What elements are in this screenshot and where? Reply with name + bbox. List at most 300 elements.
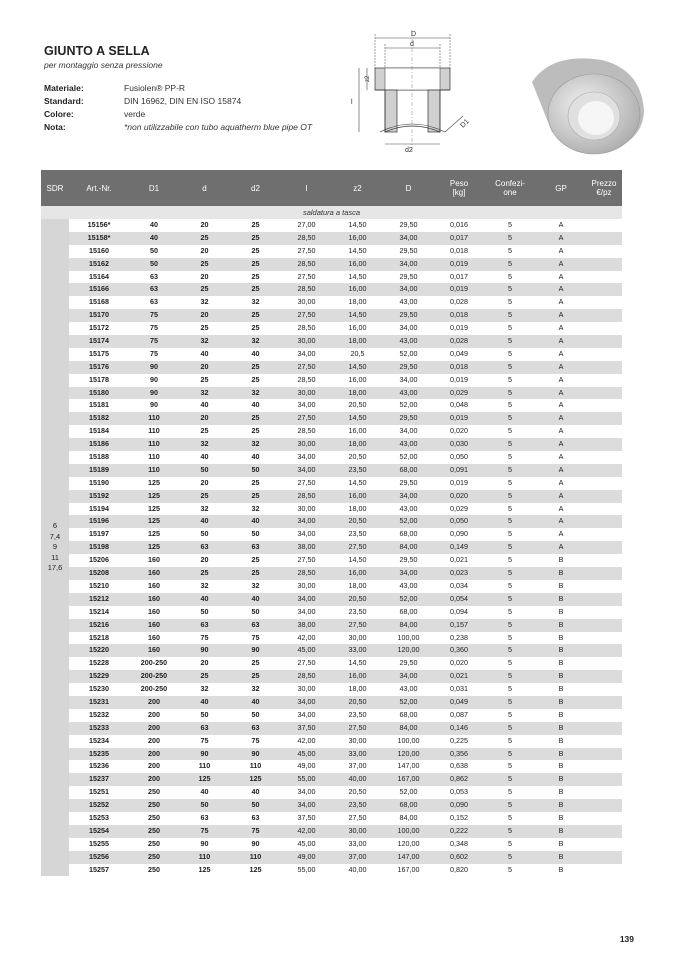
cell-z2: 16,00 (348, 284, 367, 294)
table-row (69, 528, 622, 541)
cell-d: 25 (200, 323, 209, 333)
cell-l: 45,00 (297, 838, 316, 848)
cell-prezzo (586, 632, 622, 645)
cell-peso: 0,019 (450, 413, 468, 423)
cell-prezzo (586, 657, 622, 670)
table-row (69, 335, 622, 348)
cell-gp: A (558, 400, 564, 410)
cell-l: 42,00 (297, 825, 316, 835)
cell-d1: 110 (148, 464, 160, 474)
cell-art: 15254 (89, 825, 109, 835)
table-row (69, 773, 622, 786)
cell-d: 63 (200, 812, 209, 822)
cell-d2: 25 (251, 413, 260, 423)
spec-label: Colore: (44, 109, 74, 119)
cell-prezzo (586, 283, 622, 296)
table-row (69, 399, 622, 412)
cell-peso: 0,862 (450, 774, 468, 784)
cell-d1: 250 (148, 800, 160, 810)
cell-conf: 5 (508, 671, 512, 681)
cell-art: 15181 (89, 400, 109, 410)
cell-conf: 5 (508, 542, 512, 552)
cell-d2: 110 (249, 851, 262, 861)
cell-l: 34,00 (297, 464, 316, 474)
cell-art: 15170 (89, 310, 109, 320)
cell-gp: B (558, 658, 564, 668)
cell-d2: 90 (251, 838, 260, 848)
cell-d1: 200-250 (140, 684, 168, 694)
cell-conf: 5 (508, 696, 512, 706)
cell-z2: 37,00 (348, 851, 367, 861)
cell-peso: 0,019 (450, 477, 468, 487)
cell-d: 63 (200, 619, 209, 629)
cell-z2: 14,50 (348, 310, 367, 320)
cell-l: 27,50 (297, 361, 316, 371)
spec-label: Materiale: (44, 83, 84, 93)
table-row (69, 864, 622, 877)
cell-peso: 0,021 (450, 671, 468, 681)
cell-gp: A (558, 361, 564, 371)
cell-d2: 32 (251, 297, 260, 307)
cell-z2: 30,00 (348, 735, 367, 745)
cell-l: 34,00 (297, 529, 316, 539)
cell-art: 15190 (89, 477, 109, 487)
cell-gp: B (558, 774, 564, 784)
cell-d1: 125 (148, 477, 160, 487)
cell-z2: 20,50 (348, 593, 367, 603)
cell-prezzo (586, 490, 622, 503)
cell-d: 50 (200, 529, 209, 539)
cell-l: 27,00 (297, 220, 316, 229)
label-z2: z2 (365, 75, 371, 82)
cell-art: 15230 (89, 684, 109, 694)
cell-z2: 18,00 (348, 439, 367, 449)
table-row (69, 786, 622, 799)
cell-l: 27,50 (297, 658, 316, 668)
cell-l: 55,00 (297, 774, 316, 784)
col-conf: Confezi- one (495, 179, 525, 197)
cell-z2: 14,50 (348, 477, 367, 487)
cell-d2: 25 (251, 258, 260, 268)
cell-gp: A (558, 529, 564, 539)
cell-D: 29,50 (399, 310, 418, 320)
cell-z2: 14,50 (348, 220, 367, 229)
cell-prezzo (586, 799, 622, 812)
cell-conf: 5 (508, 232, 512, 242)
cell-d: 40 (200, 400, 209, 410)
cell-prezzo (586, 580, 622, 593)
table-row (69, 322, 622, 335)
table-row (69, 490, 622, 503)
cell-peso: 0,050 (450, 516, 468, 526)
cell-gp: A (558, 452, 564, 462)
cell-d: 90 (200, 748, 209, 758)
cell-gp: B (558, 619, 564, 629)
cell-l: 27,50 (297, 271, 316, 281)
cell-l: 34,00 (297, 787, 316, 797)
cell-conf: 5 (508, 400, 512, 410)
cell-D: 29,50 (399, 555, 418, 565)
cell-peso: 0,348 (450, 838, 468, 848)
cell-d1: 125 (148, 490, 160, 500)
cell-d2: 25 (251, 426, 260, 436)
cell-d: 40 (200, 696, 209, 706)
cell-D: 68,00 (399, 529, 418, 539)
cell-d: 20 (200, 361, 209, 371)
cell-l: 28,50 (297, 258, 316, 268)
table-row (69, 541, 622, 554)
cell-conf: 5 (508, 619, 512, 629)
label-d2: d2 (405, 147, 413, 153)
cell-z2: 33,00 (348, 838, 367, 848)
cell-gp: B (558, 632, 564, 642)
spec-row-color (44, 108, 312, 121)
cell-art: 15232 (89, 709, 109, 719)
cell-d: 25 (200, 258, 209, 268)
cell-d: 40 (200, 787, 209, 797)
cell-gp: B (558, 580, 564, 590)
cell-l: 38,00 (297, 619, 316, 629)
cell-d1: 125 (148, 503, 160, 513)
cell-art: 15186 (89, 439, 109, 449)
spec-row-standard (44, 95, 312, 108)
cell-art: 15198 (89, 542, 109, 552)
table-row (69, 219, 622, 232)
col-d: d (202, 183, 207, 193)
cell-d1: 125 (148, 542, 160, 552)
cell-gp: B (558, 606, 564, 616)
cell-z2: 18,00 (348, 387, 367, 397)
cell-prezzo (586, 503, 622, 516)
cell-art: 15216 (89, 619, 109, 629)
cell-l: 45,00 (297, 748, 316, 758)
cell-d2: 50 (251, 709, 260, 719)
cell-conf: 5 (508, 258, 512, 268)
spec-label: Nota: (44, 122, 66, 132)
cell-l: 49,00 (297, 761, 316, 771)
cell-l: 34,00 (297, 400, 316, 410)
cell-conf: 5 (508, 336, 512, 346)
cell-D: 120,00 (397, 748, 420, 758)
cell-l: 37,50 (297, 812, 316, 822)
cell-d1: 125 (148, 516, 160, 526)
col-l: l (305, 183, 308, 193)
cell-z2: 16,00 (348, 258, 367, 268)
cell-peso: 0,152 (450, 812, 468, 822)
cell-art: 15255 (89, 838, 109, 848)
cell-d1: 40 (150, 232, 158, 242)
cell-D: 29,50 (399, 361, 418, 371)
cell-gp: B (558, 787, 564, 797)
table-row (69, 438, 622, 451)
spec-value: *non utilizzabile con tubo aquatherm blue pipe OT (124, 122, 313, 132)
cell-d2: 32 (251, 503, 260, 513)
label-d: d (410, 41, 414, 48)
cell-D: 34,00 (399, 232, 418, 242)
spec-row-note (44, 121, 312, 134)
cell-gp: A (558, 336, 564, 346)
cell-d: 32 (200, 684, 209, 694)
cell-l: 34,00 (297, 800, 316, 810)
table-row (69, 683, 622, 696)
cell-d: 63 (200, 542, 209, 552)
cell-art: 15184 (89, 426, 109, 436)
cell-conf: 5 (508, 439, 512, 449)
cell-d1: 75 (150, 310, 158, 320)
table-row (69, 451, 622, 464)
cell-z2: 20,50 (348, 516, 367, 526)
cell-art: 15257 (89, 864, 109, 874)
cell-peso: 0,019 (450, 323, 468, 333)
cell-gp: A (558, 348, 564, 358)
cell-d1: 160 (148, 568, 160, 578)
table-subheader: saldatura a tasca (41, 206, 622, 219)
cell-gp: A (558, 297, 564, 307)
cell-art: 15236 (89, 761, 109, 771)
cell-gp: A (558, 490, 564, 500)
cell-d1: 160 (148, 606, 160, 616)
cell-prezzo (586, 361, 622, 374)
label-D1: D1 (459, 118, 471, 130)
cell-z2: 14,50 (348, 271, 367, 281)
cell-d2: 40 (251, 400, 260, 410)
cell-prezzo (586, 554, 622, 567)
cell-d1: 250 (148, 812, 160, 822)
col-peso: Peso [kg] (449, 179, 469, 197)
cell-d: 110 (198, 851, 211, 861)
cell-peso: 0,050 (450, 452, 468, 462)
cell-d1: 160 (148, 632, 160, 642)
cell-art: 15192 (89, 490, 109, 500)
cell-gp: A (558, 413, 564, 423)
cell-prezzo (586, 838, 622, 851)
table-row (69, 735, 622, 748)
cell-gp: A (558, 310, 564, 320)
cell-d1: 110 (148, 413, 160, 423)
cell-d1: 250 (148, 825, 160, 835)
cell-peso: 0,019 (450, 284, 468, 294)
cell-d2: 25 (251, 220, 260, 229)
cell-d1: 200 (148, 696, 160, 706)
cell-art: 15251 (89, 787, 109, 797)
col-d2: d2 (251, 183, 260, 193)
cell-z2: 14,50 (348, 361, 367, 371)
cell-d1: 250 (148, 838, 160, 848)
cell-d2: 63 (251, 542, 260, 552)
cell-z2: 27,50 (348, 542, 367, 552)
cell-d2: 32 (251, 439, 260, 449)
cell-gp: A (558, 245, 564, 255)
cell-l: 28,50 (297, 232, 316, 242)
sdr-values: 6 7,4 9 11 17,6 (47, 521, 63, 573)
cell-d1: 110 (148, 452, 160, 462)
cell-d: 25 (200, 374, 209, 384)
cell-D: 68,00 (399, 800, 418, 810)
cell-d1: 200 (148, 735, 160, 745)
table-row (69, 464, 622, 477)
cell-d1: 63 (150, 271, 158, 281)
cell-z2: 27,50 (348, 812, 367, 822)
cell-peso: 0,020 (450, 658, 468, 668)
label-D: D (411, 31, 417, 38)
cell-z2: 16,00 (348, 323, 367, 333)
cell-D: 43,00 (399, 297, 418, 307)
cell-peso: 0,029 (450, 503, 468, 513)
cell-d: 50 (200, 464, 209, 474)
cell-d: 20 (200, 658, 209, 668)
cell-l: 42,00 (297, 735, 316, 745)
cell-conf: 5 (508, 580, 512, 590)
cell-peso: 0,034 (450, 580, 468, 590)
cell-peso: 0,090 (450, 800, 468, 810)
cell-d1: 250 (148, 787, 160, 797)
cell-d1: 50 (150, 245, 158, 255)
cell-d1: 160 (148, 593, 160, 603)
table-row (69, 799, 622, 812)
cell-z2: 20,50 (348, 400, 367, 410)
cell-conf: 5 (508, 245, 512, 255)
cell-art: 15214 (89, 606, 109, 616)
table-row (69, 412, 622, 425)
cell-D: 52,00 (399, 787, 418, 797)
cell-d2: 40 (251, 516, 260, 526)
cell-z2: 20,5 (350, 348, 365, 358)
cell-prezzo (586, 399, 622, 412)
cell-peso: 0,053 (450, 787, 468, 797)
cell-z2: 14,50 (348, 245, 367, 255)
cell-d1: 160 (148, 619, 160, 629)
cell-z2: 18,00 (348, 684, 367, 694)
cell-d: 25 (200, 671, 209, 681)
cell-d1: 200 (148, 748, 160, 758)
cell-d: 32 (200, 297, 209, 307)
cell-D: 147,00 (397, 851, 420, 861)
cell-prezzo (586, 670, 622, 683)
cell-peso: 0,020 (450, 426, 468, 436)
cell-prezzo (586, 451, 622, 464)
cell-prezzo (586, 374, 622, 387)
cell-d: 50 (200, 800, 209, 810)
cell-l: 30,00 (297, 580, 316, 590)
cell-conf: 5 (508, 838, 512, 848)
cell-D: 167,00 (397, 774, 420, 784)
table-row (69, 258, 622, 271)
table-row (69, 851, 622, 864)
cell-prezzo (586, 709, 622, 722)
table-row (69, 709, 622, 722)
cell-d: 90 (200, 645, 209, 655)
cell-conf: 5 (508, 606, 512, 616)
cell-art: 15197 (89, 529, 109, 539)
cell-D: 84,00 (399, 542, 418, 552)
table-row (69, 670, 622, 683)
cell-d2: 32 (251, 684, 260, 694)
cell-conf: 5 (508, 722, 512, 732)
cell-D: 120,00 (397, 838, 420, 848)
cell-conf: 5 (508, 568, 512, 578)
cell-conf: 5 (508, 658, 512, 668)
cell-art: 15228 (89, 658, 109, 668)
table-row (69, 748, 622, 761)
cell-d2: 40 (251, 348, 260, 358)
cell-gp: A (558, 271, 564, 281)
cell-art: 15234 (89, 735, 109, 745)
cell-D: 52,00 (399, 348, 418, 358)
cell-d: 20 (200, 271, 209, 281)
cell-prezzo (586, 219, 622, 232)
cell-d1: 75 (150, 336, 158, 346)
cell-d1: 200 (148, 722, 160, 732)
cell-l: 34,00 (297, 696, 316, 706)
cell-d2: 25 (251, 555, 260, 565)
cell-art: 15231 (89, 696, 109, 706)
cell-conf: 5 (508, 761, 512, 771)
cell-d2: 40 (251, 696, 260, 706)
cell-D: 34,00 (399, 374, 418, 384)
cell-d2: 32 (251, 336, 260, 346)
cell-art: 15210 (89, 580, 109, 590)
cell-d2: 32 (251, 387, 260, 397)
cell-peso: 0,028 (450, 336, 468, 346)
cell-D: 100,00 (397, 632, 420, 642)
cell-d2: 40 (251, 593, 260, 603)
cell-art: 15212 (89, 593, 109, 603)
cell-peso: 0,049 (450, 348, 468, 358)
cell-conf: 5 (508, 426, 512, 436)
cell-l: 27,50 (297, 413, 316, 423)
cell-gp: B (558, 761, 564, 771)
cell-peso: 0,094 (450, 606, 468, 616)
cell-peso: 0,021 (450, 555, 468, 565)
col-sdr: SDR (46, 183, 64, 193)
cell-prezzo (586, 245, 622, 258)
cell-z2: 30,00 (348, 825, 367, 835)
cell-prezzo (586, 232, 622, 245)
table-row (69, 632, 622, 645)
cell-d2: 63 (251, 812, 260, 822)
cell-d2: 25 (251, 323, 260, 333)
cell-gp: B (558, 800, 564, 810)
cell-z2: 20,50 (348, 452, 367, 462)
cell-d1: 75 (150, 348, 158, 358)
cell-prezzo (586, 567, 622, 580)
cell-peso: 0,820 (450, 864, 468, 874)
cell-peso: 0,019 (450, 258, 468, 268)
cell-conf: 5 (508, 490, 512, 500)
cell-D: 43,00 (399, 503, 418, 513)
cell-d2: 25 (251, 490, 260, 500)
cell-d2: 25 (251, 232, 260, 242)
cell-peso: 0,016 (450, 220, 468, 229)
cell-d1: 63 (150, 297, 158, 307)
cell-art: 15188 (89, 452, 109, 462)
cell-d1: 160 (148, 645, 160, 655)
cell-z2: 23,50 (348, 529, 367, 539)
table-row (69, 619, 622, 632)
cell-d: 40 (200, 348, 209, 358)
cell-prezzo (586, 593, 622, 606)
cell-peso: 0,356 (450, 748, 468, 758)
cell-D: 43,00 (399, 684, 418, 694)
cell-art: 15256 (89, 851, 109, 861)
table-row (69, 374, 622, 387)
cell-d1: 75 (150, 323, 158, 333)
cell-z2: 16,00 (348, 568, 367, 578)
cell-peso: 0,020 (450, 490, 468, 500)
table-row (69, 477, 622, 490)
cell-art: 15164 (89, 271, 109, 281)
cell-peso: 0,049 (450, 696, 468, 706)
